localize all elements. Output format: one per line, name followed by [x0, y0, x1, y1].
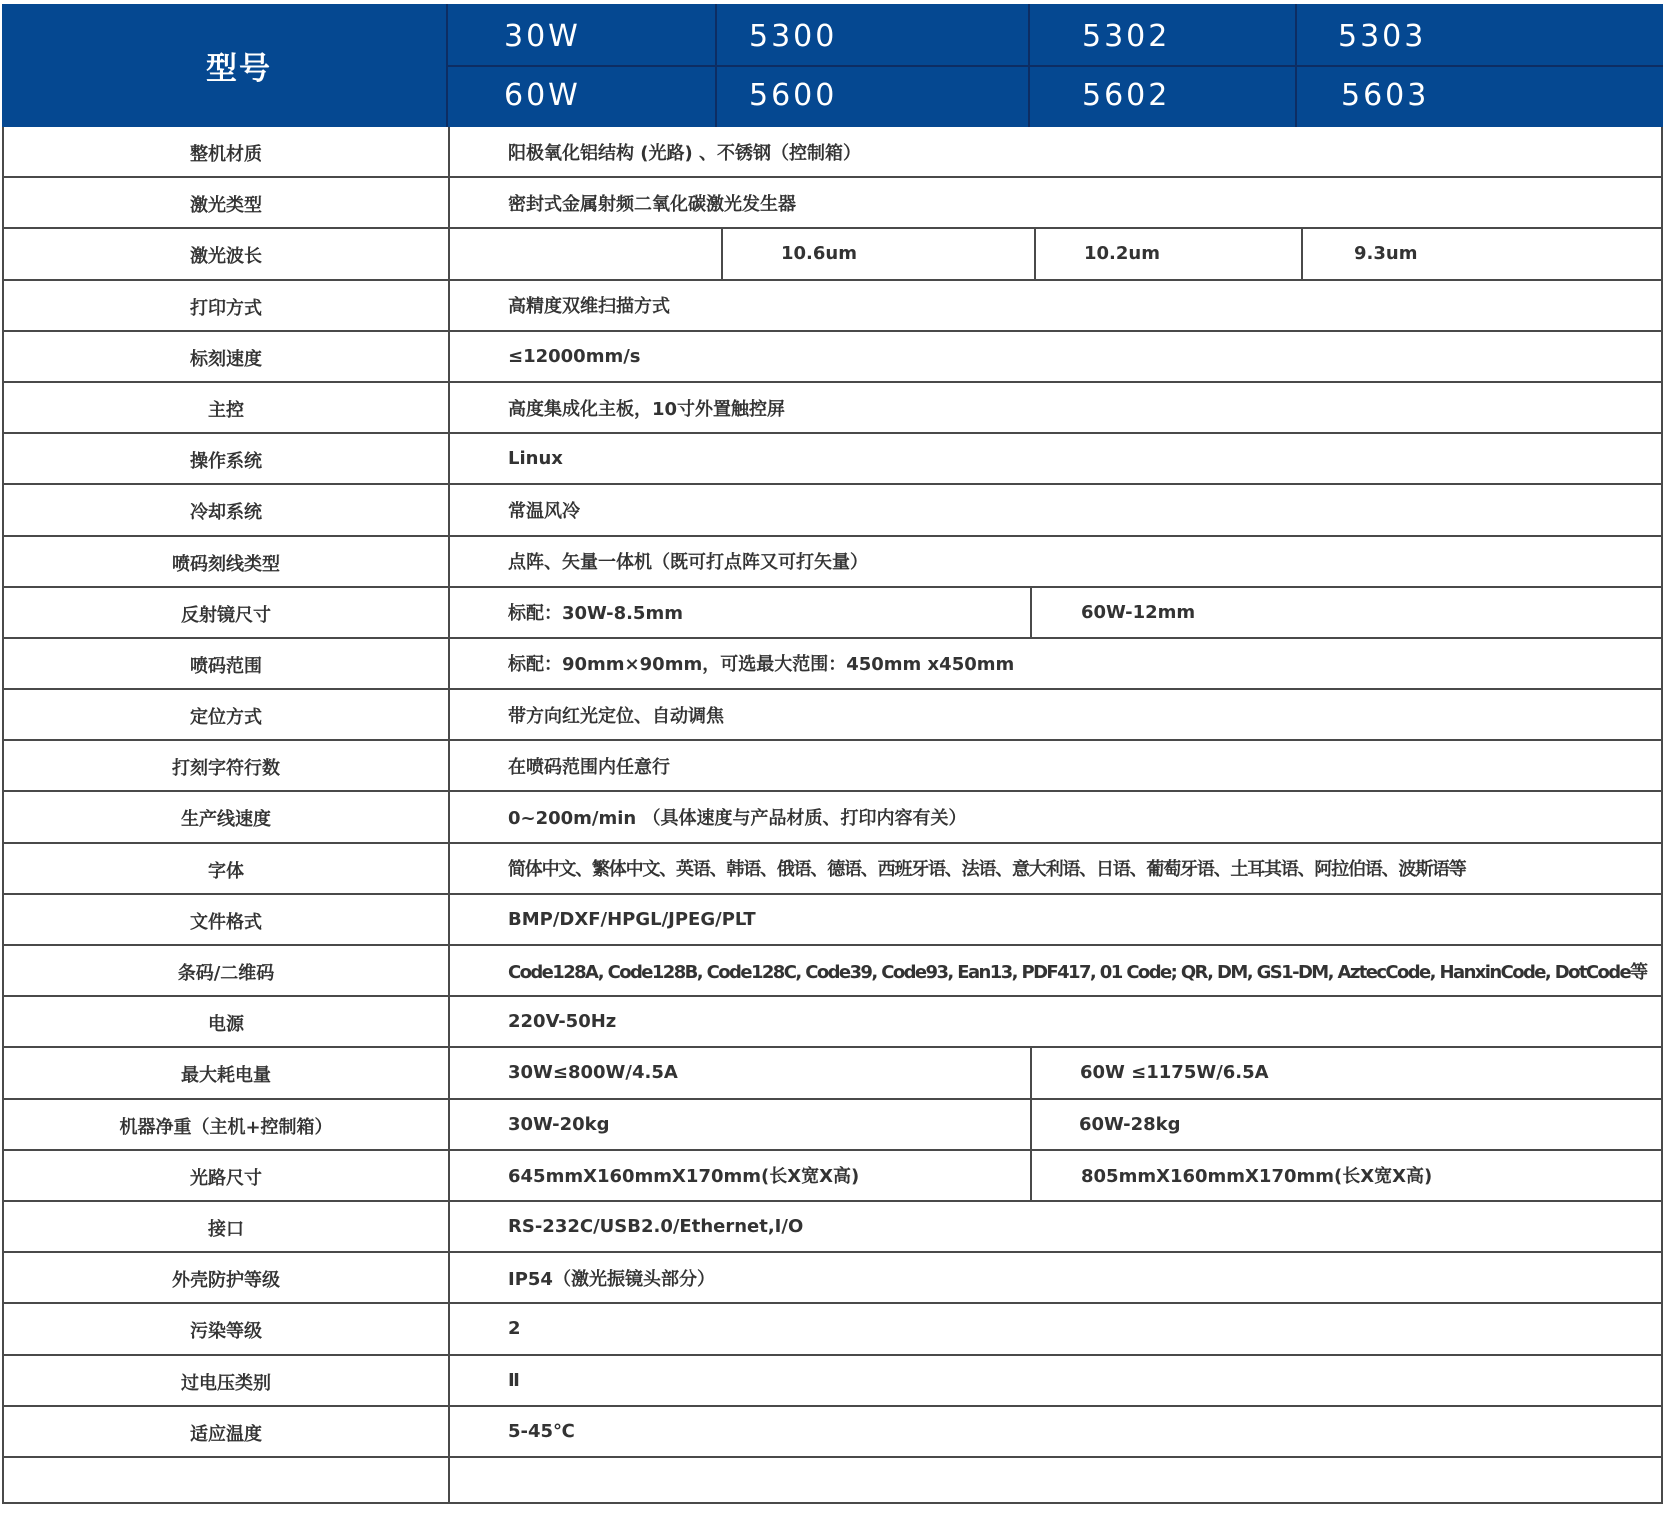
- spec-row-code-range: [4, 639, 1661, 690]
- spec-value: ≤12000mm/s: [508, 345, 641, 367]
- net-weight-30w: 30W-20kg: [508, 1113, 610, 1135]
- spec-value: 高度集成化主板，10寸外置触控屏: [508, 398, 786, 420]
- spec-row-max-power: [4, 1048, 1661, 1099]
- spec-row-overvoltage: [4, 1356, 1661, 1407]
- spec-label: 字体: [4, 844, 450, 893]
- cell-divider: [721, 229, 723, 278]
- spec-row-mirror-size: [4, 588, 1661, 639]
- spec-sheet: [2, 4, 1663, 1504]
- mirror-size-60w: 60W-12mm: [1081, 601, 1196, 623]
- spec-value: BMP/DXF/HPGL/JPEG/PLT: [508, 908, 756, 930]
- spec-label: 激光类型: [4, 178, 450, 227]
- spec-label: 主控: [4, 383, 450, 432]
- spec-value: Code128A, Code128B, Code128C, Code39, Code93, Ean13, PDF417, 01 Code; QR, DM, GS1-DM, AztecCode, HanxinCode, DotCode等: [508, 961, 1647, 983]
- spec-row-code-type: [4, 537, 1661, 588]
- model-30w: 30W: [504, 19, 581, 54]
- spec-value: Linux: [508, 448, 563, 470]
- model-5302: 5302: [1082, 19, 1171, 54]
- spec-row-empty: [4, 1458, 1661, 1504]
- max-power-60w: 60W ≤1175W/6.5A: [1080, 1062, 1269, 1084]
- optical-size-30w: 645mmX160mmX170mm(长X宽X高): [508, 1166, 860, 1188]
- spec-row-temperature: [4, 1407, 1661, 1458]
- spec-value: 在喷码范围内任意行: [508, 756, 670, 778]
- spec-row-wavelength: [4, 229, 1661, 280]
- spec-row-laser-type: [4, 178, 1661, 229]
- spec-row-fonts: [4, 844, 1661, 895]
- wavelength-5302: 10.2um: [1084, 243, 1160, 265]
- spec-label: 生产线速度: [4, 792, 450, 841]
- spec-label: 打印方式: [4, 281, 450, 330]
- net-weight-60w: 60W-28kg: [1079, 1113, 1181, 1135]
- spec-row-os: [4, 434, 1661, 485]
- model-5603: 5603: [1341, 78, 1430, 113]
- wavelength-5300: 10.6um: [781, 243, 857, 265]
- spec-row-file-format: [4, 895, 1661, 946]
- spec-row-pollution: [4, 1304, 1661, 1355]
- spec-row-barcode: [4, 946, 1661, 997]
- spec-row-interface: [4, 1202, 1661, 1253]
- spec-label: 激光波长: [4, 229, 450, 278]
- spec-row-optical-size: [4, 1151, 1661, 1202]
- spec-row-net-weight: [4, 1100, 1661, 1151]
- spec-row-cooling: [4, 485, 1661, 536]
- model-5300: 5300: [749, 19, 838, 54]
- spec-label: 喷码范围: [4, 639, 450, 688]
- spec-label-empty: [4, 1458, 450, 1502]
- spec-label: 喷码刻线类型: [4, 537, 450, 586]
- spec-row-char-lines: [4, 741, 1661, 792]
- cell-divider: [1030, 1151, 1032, 1200]
- spec-value: 阳极氧化铝结构 (光路) 、不锈钢（控制箱）: [508, 142, 861, 164]
- spec-value: Ⅱ: [508, 1369, 520, 1391]
- spec-row-positioning: [4, 690, 1661, 741]
- spec-label: 定位方式: [4, 690, 450, 739]
- spec-row-power-supply: [4, 997, 1661, 1048]
- spec-row-print-method: [4, 281, 1661, 332]
- spec-label: 反射镜尺寸: [4, 588, 450, 637]
- spec-row-main-control: [4, 383, 1661, 434]
- spec-label: 操作系统: [4, 434, 450, 483]
- spec-value: 带方向红光定位、自动调焦: [508, 705, 724, 727]
- wavelength-5303: 9.3um: [1354, 243, 1418, 265]
- spec-value: 220V-50Hz: [508, 1011, 617, 1033]
- spec-value: 0~200m/min （具体速度与产品材质、打印内容有关）: [508, 808, 967, 830]
- cell-divider: [1301, 229, 1303, 278]
- spec-label: 适应温度: [4, 1407, 450, 1456]
- spec-value: 简体中文、繁体中文、英语、韩语、俄语、德语、西班牙语、法语、意大利语、日语、葡萄牙语、土耳其语、阿拉伯语、波斯语等: [508, 859, 1466, 881]
- max-power-30w: 30W≤800W/4.5A: [508, 1062, 678, 1084]
- spec-row-line-speed: [4, 792, 1661, 843]
- spec-label: 最大耗电量: [4, 1048, 450, 1097]
- spec-label: 文件格式: [4, 895, 450, 944]
- model-header: [2, 4, 1663, 127]
- spec-value: 5-45℃: [508, 1420, 575, 1442]
- spec-label: 打刻字符行数: [4, 741, 450, 790]
- cell-divider: [1030, 588, 1032, 637]
- spec-label: 电源: [4, 997, 450, 1046]
- spec-value: 密封式金属射频二氧化碳激光发生器: [508, 193, 796, 215]
- header-divider: [448, 65, 1663, 67]
- spec-label: 整机材质: [4, 127, 450, 176]
- spec-label: 标刻速度: [4, 332, 450, 381]
- spec-label: 污染等级: [4, 1304, 450, 1353]
- spec-row-material: [4, 127, 1661, 178]
- spec-label: 条码/二维码: [4, 946, 450, 995]
- spec-value: 常温风冷: [508, 500, 580, 522]
- spec-label: 冷却系统: [4, 485, 450, 534]
- spec-label: 机器净重（主机+控制箱）: [4, 1100, 450, 1149]
- model-5602: 5602: [1082, 78, 1171, 113]
- cell-divider: [1030, 1048, 1032, 1097]
- spec-value: 2: [508, 1318, 521, 1340]
- model-5303: 5303: [1338, 19, 1427, 54]
- model-5600: 5600: [749, 78, 838, 113]
- spec-value: 高精度双维扫描方式: [508, 296, 670, 318]
- spec-value: 标配：90mm×90mm，可选最大范围：450mm x450mm: [508, 654, 1015, 676]
- model-60w: 60W: [504, 78, 581, 113]
- spec-label: 外壳防护等级: [4, 1253, 450, 1302]
- optical-size-60w: 805mmX160mmX170mm(长X宽X高): [1081, 1166, 1433, 1188]
- spec-label: 接口: [4, 1202, 450, 1251]
- model-title: 型号: [206, 51, 272, 87]
- spec-table: [2, 127, 1663, 1504]
- spec-row-protection: [4, 1253, 1661, 1304]
- spec-row-mark-speed: [4, 332, 1661, 383]
- spec-value: RS-232C/USB2.0/Ethernet,I/O: [508, 1216, 804, 1238]
- spec-label: 过电压类别: [4, 1356, 450, 1405]
- cell-divider: [1030, 1100, 1032, 1149]
- spec-value: 点阵、矢量一体机（既可打点阵又可打矢量）: [508, 552, 868, 574]
- spec-value: IP54（激光振镜头部分）: [508, 1268, 715, 1290]
- spec-label: 光路尺寸: [4, 1151, 450, 1200]
- cell-divider: [1034, 229, 1036, 278]
- mirror-size-30w: 标配：30W-8.5mm: [508, 603, 683, 625]
